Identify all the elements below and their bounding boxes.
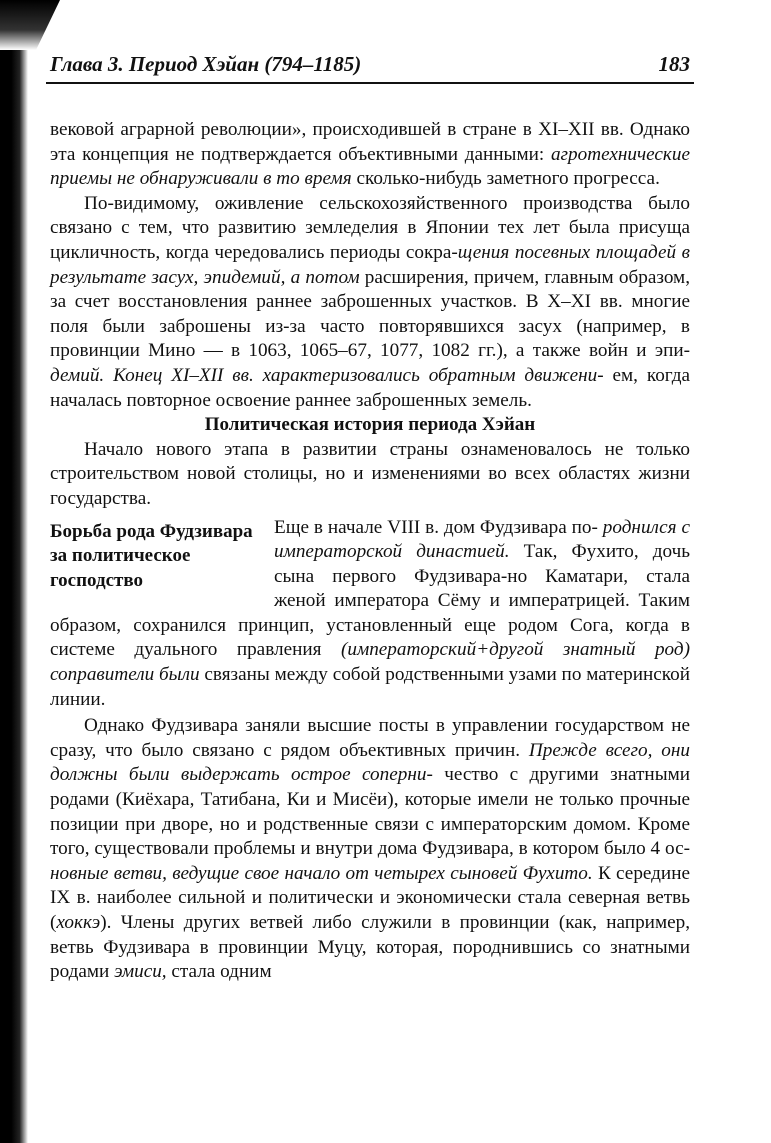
side-heading: Борьба рода Фудзивара за политическое господство <box>50 520 253 591</box>
paragraph-continued: вековой аграрной революции», происходившей в стране в XI–XII вв. Однако эта концепция не подтверждается объективными данными: агротехнические приемы не обнаруживали в то время сколько-нибудь заметного прогресса. <box>50 119 690 190</box>
running-head <box>50 52 690 77</box>
scan-shadow-edge <box>0 0 28 1143</box>
section-title: Политическая история периода Хэйан <box>204 414 536 436</box>
header-rule <box>46 82 694 84</box>
page-body <box>50 118 690 985</box>
paragraph-fujiwara: Борьба рода Фудзивара за политическое господство Еще в начале VIII в. дом Фудзивара по- роднился с императорской династией. Так, Фухито, дочь сына первого Фудзивара-но Каматари, стала женой императора Сёму и императрицей. Таким образом, сохранился принцип, установленный еще родом Сога, когда в системе дуального правления (императорский+другой знатный род) соправители были связаны между собой родственными узами по материнской линии. <box>50 516 691 710</box>
page-number: 183 <box>658 52 690 76</box>
paragraph-new-stage: Начало нового этапа в развитии страны ознаменовалось не только строительством новой столицы, но и изменениями во всех областях жизни государства. <box>50 438 690 509</box>
scan-shadow-corner <box>0 0 60 50</box>
paragraph-rivalry: Однако Фудзивара заняли высшие посты в управлении государством не сразу, что было связано с рядом объективных причин. Прежде всего, они должны были выдержать острое соперни- чество с другими знатными родами (Киёхара, Татибана, Ки и Мисёи), которые имели не только прочные позиции при дворе, но и родственные связи с императорским домом. Кроме того, существовали проблемы и внутри дома Фудзивара, в котором было 4 ос-новные ветви, ведущие свое начало от четырех сыновей Фухито. К середине IX в. наиболее сильной и политически и экономически стала северная ветвь (хоккэ). Члены других ветвей либо служили в провинции (как, например, ветвь Фудзивара в провинции Муцу, которая, породнившись со знатными родами эмиси, стала одним <box>50 715 690 983</box>
paragraph-agriculture: По-видимому, оживление сельскохозяйственного производства было связано с тем, что развитию земледелия в Японии тех лет была присуща цикличность, когда чередовались периоды сокра-щения посевных площадей в результате засух, эпидемий, а потом расширения, причем, главным образом, за счет восстановления раннее заброшенных участков. В X–XI вв. многие поля были заброшены из-за часто повторявшихся засух (например, в провинции Мино — в 1063, 1065–67, 1077, 1082 гг.), а также войн и эпи-демий. Конец XI–XII вв. характеризовались обратным движени- ем, когда началась повторное освоение раннее заброшенных земель. <box>50 192 691 411</box>
chapter-title: Глава 3. Период Хэйан (794–1185) <box>50 52 362 76</box>
